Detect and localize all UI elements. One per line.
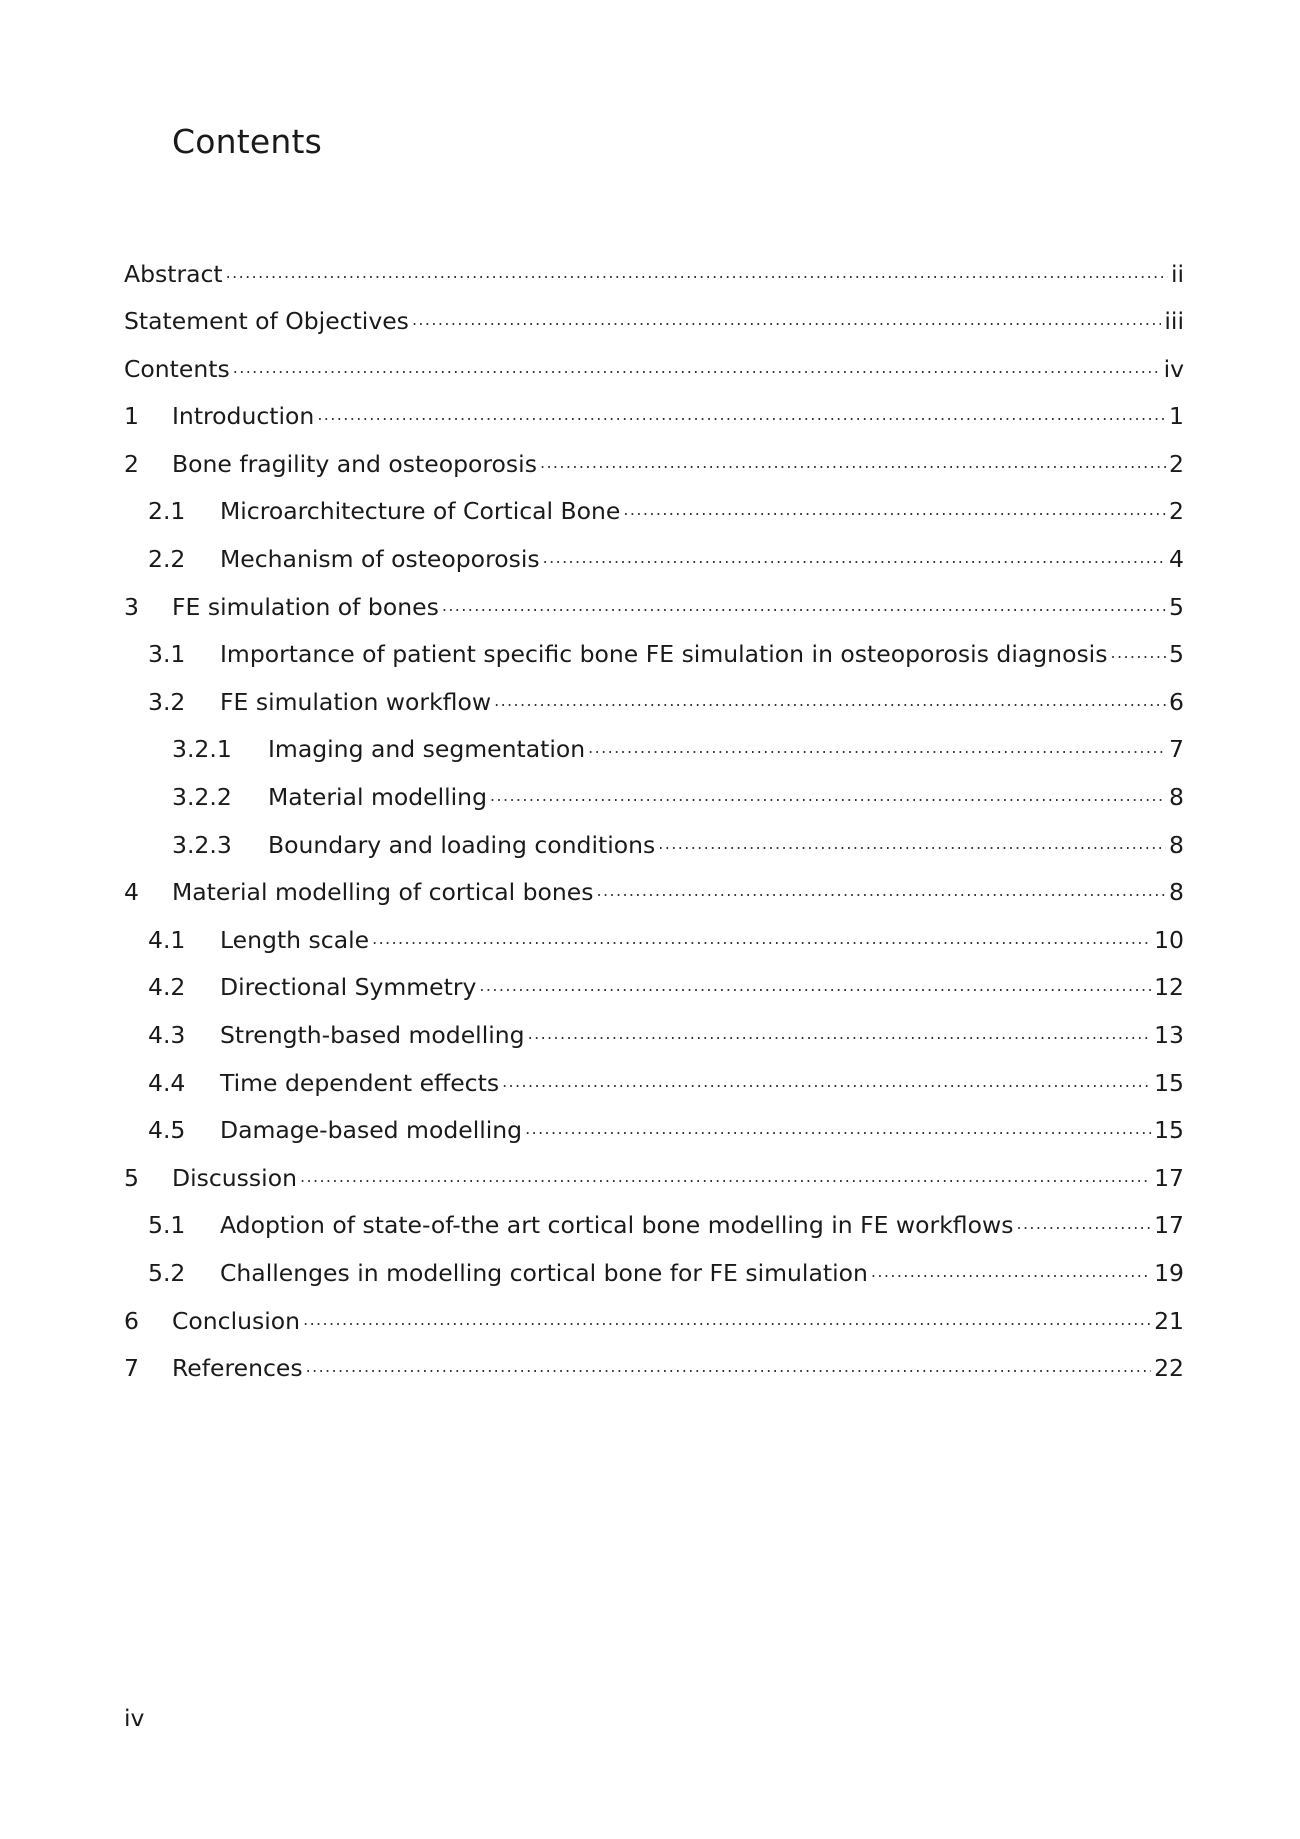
toc-leader-dots [233, 353, 1161, 377]
toc-leader-dots [1110, 639, 1166, 663]
toc-entry-page: 19 [1154, 1258, 1184, 1287]
footer-page-number: iv [124, 1704, 145, 1732]
toc-entry-page: 15 [1154, 1068, 1184, 1097]
toc-entry[interactable] [124, 924, 1184, 972]
toc-entry-number: 4 [124, 878, 139, 907]
toc-entry-label: FE simulation of bones [172, 592, 439, 621]
toc-leader-dots [226, 258, 1168, 282]
toc-entry-number: 4.4 [148, 1068, 186, 1097]
toc-entry-page: 17 [1154, 1163, 1184, 1192]
toc-entry-number: 3.2.1 [172, 735, 232, 764]
toc-entry-label: Strength-based modelling [220, 1021, 525, 1049]
toc-entry[interactable] [124, 829, 1184, 877]
toc-entry[interactable] [124, 1115, 1184, 1163]
toc-entry[interactable] [124, 1210, 1184, 1258]
toc-entry[interactable] [124, 1257, 1184, 1305]
toc-entry-label: Challenges in modelling cortical bone for FE simulation [220, 1258, 868, 1287]
toc-entry-page: 10 [1154, 925, 1184, 954]
toc-entry-page: ii [1170, 259, 1184, 288]
toc-entry-page: 8 [1169, 830, 1184, 859]
page-title: Contents [172, 122, 323, 161]
toc-entry-number: 1 [124, 402, 139, 431]
toc-entry-number: 4.1 [148, 925, 186, 954]
toc-entry[interactable] [124, 591, 1184, 639]
toc-entry-number: 4.3 [148, 1021, 186, 1049]
toc-leader-dots [317, 401, 1166, 425]
toc-entry-label: Importance of patient specific bone FE simulation in osteoporosis diagnosis [220, 640, 1108, 669]
toc-entry-label: Mechanism of osteoporosis [220, 545, 540, 574]
toc-entry-label: Boundary and loading conditions [268, 830, 656, 859]
toc-entry[interactable] [124, 1353, 1184, 1401]
toc-entry-page: 17 [1154, 1211, 1184, 1240]
toc-entry-label: Microarchitecture of Cortical Bone [220, 497, 621, 526]
toc-leader-dots [479, 972, 1151, 996]
toc-leader-dots [543, 544, 1166, 568]
toc-entry-number: 6 [124, 1306, 139, 1335]
toc-entry-page: iv [1163, 354, 1184, 383]
toc-entry-label: Time dependent effects [220, 1068, 500, 1097]
toc-entry[interactable] [124, 1162, 1184, 1210]
toc-entry-page: 22 [1154, 1354, 1184, 1383]
toc-entry[interactable] [124, 1067, 1184, 1115]
toc-entry-label: Material modelling of cortical bones [172, 878, 594, 907]
toc-entry-page: 12 [1154, 973, 1184, 1002]
toc-leader-dots [412, 306, 1161, 330]
toc-entry-label: Discussion [172, 1163, 297, 1192]
toc-entry[interactable] [124, 448, 1184, 496]
toc-entry-page: 4 [1169, 545, 1184, 574]
toc-entry-page: 6 [1169, 687, 1184, 716]
toc-entry[interactable] [124, 639, 1184, 687]
toc-entry-label: Statement of Objectives [124, 307, 409, 336]
toc-entry-page: 15 [1154, 1116, 1184, 1145]
toc-leader-dots [588, 734, 1166, 758]
toc-entry-label: Damage-based modelling [220, 1116, 523, 1145]
toc-entry-label: FE simulation workflow [220, 687, 492, 716]
toc-entry-number: 5 [124, 1163, 139, 1192]
toc-leader-dots [623, 496, 1166, 520]
toc-entry-number: 5.1 [148, 1211, 186, 1240]
toc-entry-number: 7 [124, 1354, 139, 1383]
toc-entry-label: Bone fragility and osteoporosis [172, 449, 537, 478]
toc-entry[interactable] [124, 877, 1184, 925]
toc-entry-number: 3.2.2 [172, 783, 232, 812]
toc-entry-number: 2 [124, 449, 139, 478]
toc-entry-label: Imaging and segmentation [268, 735, 586, 764]
toc-leader-dots [525, 1115, 1151, 1139]
toc-entry-page: 2 [1169, 449, 1184, 478]
toc-entry-page: 7 [1169, 735, 1184, 764]
toc-entry-page: 8 [1169, 878, 1184, 907]
toc-entry[interactable] [124, 401, 1184, 449]
toc-entry-label: Introduction [172, 402, 315, 431]
toc-entry-page: 2 [1169, 497, 1184, 526]
table-of-contents [124, 258, 1184, 1400]
toc-entry[interactable] [124, 258, 1184, 306]
toc-entry-page: 8 [1169, 783, 1184, 812]
toc-entry[interactable] [124, 496, 1184, 544]
toc-leader-dots [528, 1020, 1152, 1044]
toc-entry-label: References [172, 1354, 303, 1383]
toc-entry[interactable] [124, 734, 1184, 782]
toc-leader-dots [540, 448, 1166, 472]
toc-entry-label: Contents [124, 354, 230, 383]
toc-entry-label: Adoption of state-of-the art cortical bone modelling in FE workflows [220, 1211, 1014, 1240]
toc-entry-page: 5 [1169, 640, 1184, 669]
toc-leader-dots [658, 829, 1166, 853]
toc-leader-dots [494, 686, 1166, 710]
toc-entry-page: 21 [1154, 1306, 1184, 1335]
toc-entry-label: Length scale [220, 925, 370, 954]
toc-entry-number: 4.5 [148, 1116, 186, 1145]
toc-entry-number: 3 [124, 592, 139, 621]
toc-entry-page: 13 [1154, 1021, 1184, 1049]
toc-entry-number: 3.2.3 [172, 830, 232, 859]
toc-entry[interactable] [124, 686, 1184, 734]
toc-leader-dots [1016, 1210, 1151, 1234]
toc-entry[interactable] [124, 353, 1184, 401]
toc-entry[interactable] [124, 306, 1184, 354]
toc-entry-label: Directional Symmetry [220, 973, 477, 1002]
toc-entry-label: Abstract [124, 259, 223, 288]
toc-entry[interactable] [124, 1305, 1184, 1353]
toc-entry-number: 2.2 [148, 545, 186, 574]
toc-entry-label: Material modelling [268, 783, 487, 812]
toc-entry-number: 5.2 [148, 1258, 186, 1287]
toc-leader-dots [372, 924, 1151, 948]
toc-leader-dots [303, 1305, 1151, 1329]
toc-entry[interactable] [124, 782, 1184, 830]
toc-entry-page: iii [1164, 307, 1184, 336]
toc-entry[interactable] [124, 972, 1184, 1020]
toc-leader-dots [502, 1067, 1151, 1091]
toc-entry-number: 3.1 [148, 640, 186, 669]
toc-leader-dots [597, 877, 1167, 901]
toc-leader-dots [871, 1257, 1151, 1281]
toc-entry[interactable] [124, 1020, 1184, 1068]
toc-entry-label: Conclusion [172, 1306, 301, 1335]
toc-entry-number: 2.1 [148, 497, 186, 526]
toc-leader-dots [442, 591, 1166, 615]
toc-entry[interactable] [124, 544, 1184, 592]
toc-entry-page: 5 [1169, 592, 1184, 621]
toc-entry-number: 3.2 [148, 687, 186, 716]
toc-leader-dots [490, 782, 1166, 806]
toc-leader-dots [306, 1353, 1152, 1377]
toc-entry-number: 4.2 [148, 973, 186, 1002]
toc-leader-dots [300, 1162, 1151, 1186]
toc-entry-page: 1 [1169, 402, 1184, 431]
